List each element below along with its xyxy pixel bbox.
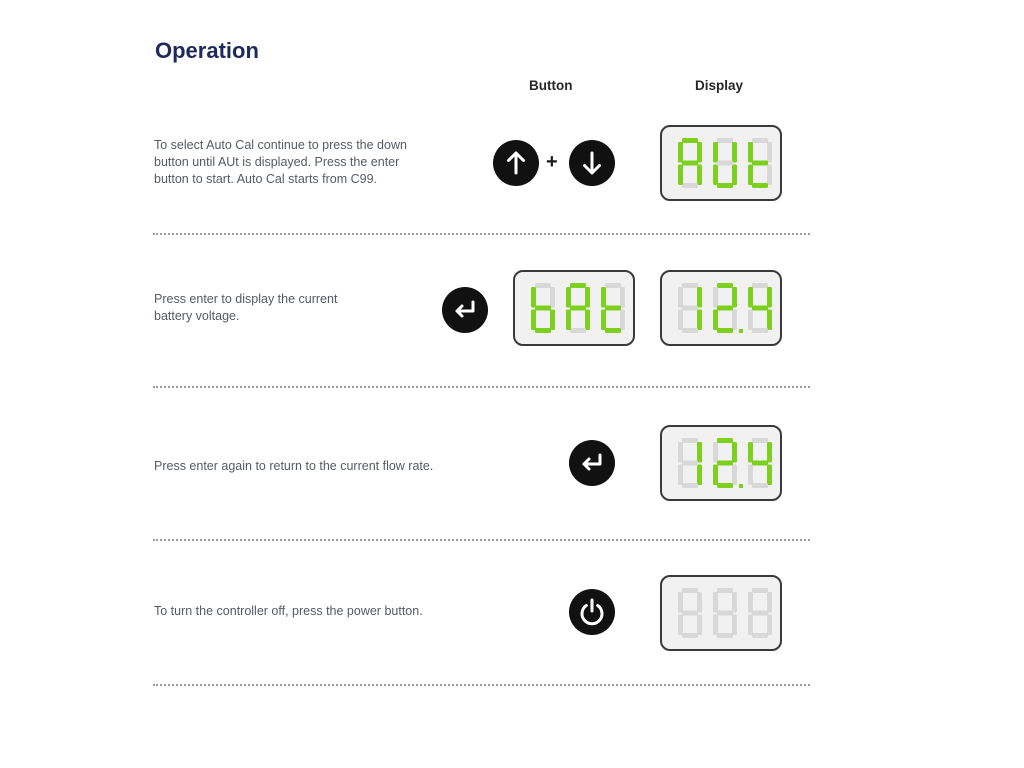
decimal-point — [739, 329, 743, 333]
segment-f — [748, 592, 753, 613]
segment-a — [717, 138, 733, 143]
segment-a — [717, 588, 733, 593]
segment-g — [717, 161, 733, 166]
segment-e — [678, 465, 683, 486]
row-description — [154, 291, 337, 325]
segment-b — [697, 287, 702, 308]
description-line: battery voltage. — [154, 309, 240, 323]
segment-g — [570, 306, 586, 311]
segment-a — [682, 283, 698, 288]
segment-b — [697, 592, 702, 613]
segment-f — [713, 442, 718, 463]
page-title: Operation — [155, 38, 259, 63]
seven-segment-digits — [662, 127, 780, 199]
segment-b — [732, 287, 737, 308]
segment-g — [535, 306, 551, 311]
segment-b — [767, 442, 772, 463]
row-divider — [153, 233, 810, 235]
segment-c — [732, 310, 737, 331]
description-line: button to start. Auto Cal starts from C99. — [154, 172, 378, 186]
segment-c — [767, 465, 772, 486]
segment-c — [767, 165, 772, 186]
segment-d — [605, 328, 621, 333]
segment-d — [682, 483, 698, 488]
segment-f — [748, 287, 753, 308]
row-description — [154, 137, 407, 188]
segment-d — [682, 633, 698, 638]
row-description — [154, 458, 433, 475]
segment-a — [752, 283, 768, 288]
segment-d — [717, 483, 733, 488]
segment-c — [767, 310, 772, 331]
segment-e — [748, 165, 753, 186]
segment-g — [717, 611, 733, 616]
segment-e — [531, 310, 536, 331]
row-divider — [153, 684, 810, 686]
segment-f — [748, 442, 753, 463]
segment-c — [550, 310, 555, 331]
segment-b — [732, 142, 737, 163]
segment-f — [678, 442, 683, 463]
segment-d — [570, 328, 586, 333]
segment-e — [678, 165, 683, 186]
segment-d — [752, 328, 768, 333]
segment-c — [697, 165, 702, 186]
column-header-display: Display — [695, 78, 744, 93]
segment-g — [717, 461, 733, 466]
segment-e — [713, 165, 718, 186]
segment-f — [601, 287, 606, 308]
segment-e — [748, 465, 753, 486]
segment-a — [570, 283, 586, 288]
segment-e — [748, 310, 753, 331]
segment-b — [697, 142, 702, 163]
segment-d — [717, 633, 733, 638]
segment-e — [601, 310, 606, 331]
lcd-display — [660, 575, 782, 651]
segment-d — [717, 183, 733, 188]
segment-b — [767, 592, 772, 613]
segment-g — [682, 611, 698, 616]
segment-g — [717, 306, 733, 311]
segment-e — [713, 465, 718, 486]
segment-g — [752, 611, 768, 616]
segment-e — [713, 615, 718, 636]
segment-g — [752, 461, 768, 466]
segment-c — [732, 165, 737, 186]
segment-a — [535, 283, 551, 288]
segment-f — [678, 287, 683, 308]
enter-icon — [569, 440, 615, 486]
decimal-point — [739, 484, 743, 488]
segment-b — [585, 287, 590, 308]
segment-f — [566, 287, 571, 308]
segment-a — [605, 283, 621, 288]
lcd-display — [660, 270, 782, 346]
segment-b — [732, 592, 737, 613]
segment-c — [585, 310, 590, 331]
segment-g — [605, 306, 621, 311]
segment-b — [697, 442, 702, 463]
segment-a — [717, 438, 733, 443]
segment-a — [752, 588, 768, 593]
seven-segment-digits — [515, 272, 633, 344]
segment-a — [682, 438, 698, 443]
segment-c — [697, 465, 702, 486]
segment-c — [697, 615, 702, 636]
segment-f — [531, 287, 536, 308]
segment-d — [752, 483, 768, 488]
seven-segment-digits — [662, 577, 780, 649]
description-line: Press enter again to return to the current flow rate. — [154, 459, 434, 473]
row-divider — [153, 386, 810, 388]
lcd-display — [660, 125, 782, 201]
enter-icon — [442, 287, 488, 333]
segment-f — [713, 142, 718, 163]
segment-d — [535, 328, 551, 333]
segment-e — [678, 310, 683, 331]
segment-c — [620, 310, 625, 331]
description-line: Press enter to display the current — [154, 292, 338, 306]
lcd-display — [660, 425, 782, 501]
row-description — [154, 603, 423, 620]
segment-e — [713, 310, 718, 331]
segment-f — [678, 142, 683, 163]
seven-segment-digits — [662, 427, 780, 499]
segment-c — [697, 310, 702, 331]
segment-c — [732, 615, 737, 636]
lcd-display — [513, 270, 635, 346]
row-divider — [153, 539, 810, 541]
segment-c — [767, 615, 772, 636]
description-line: button until AUt is displayed. Press the enter — [154, 155, 400, 169]
description-line: To select Auto Cal continue to press the down — [154, 138, 407, 152]
segment-b — [767, 287, 772, 308]
segment-g — [752, 161, 768, 166]
description-line: To turn the controller off, press the power button. — [154, 604, 423, 618]
segment-f — [713, 592, 718, 613]
segment-b — [767, 142, 772, 163]
seven-segment-digits — [662, 272, 780, 344]
segment-d — [682, 183, 698, 188]
segment-b — [550, 287, 555, 308]
segment-g — [682, 161, 698, 166]
segment-g — [752, 306, 768, 311]
segment-f — [713, 287, 718, 308]
segment-g — [682, 306, 698, 311]
segment-d — [752, 633, 768, 638]
segment-g — [682, 461, 698, 466]
plus-sign: + — [546, 151, 558, 173]
segment-d — [682, 328, 698, 333]
power-icon — [569, 589, 615, 635]
segment-a — [752, 138, 768, 143]
segment-a — [717, 283, 733, 288]
segment-a — [752, 438, 768, 443]
segment-b — [620, 287, 625, 308]
column-header-button: Button — [529, 78, 573, 93]
segment-e — [566, 310, 571, 331]
up-arrow-icon — [493, 140, 539, 186]
segment-a — [682, 138, 698, 143]
segment-e — [678, 615, 683, 636]
segment-d — [752, 183, 768, 188]
segment-c — [732, 465, 737, 486]
segment-e — [748, 615, 753, 636]
down-arrow-icon — [569, 140, 615, 186]
segment-f — [748, 142, 753, 163]
segment-b — [732, 442, 737, 463]
segment-d — [717, 328, 733, 333]
segment-a — [682, 588, 698, 593]
segment-f — [678, 592, 683, 613]
